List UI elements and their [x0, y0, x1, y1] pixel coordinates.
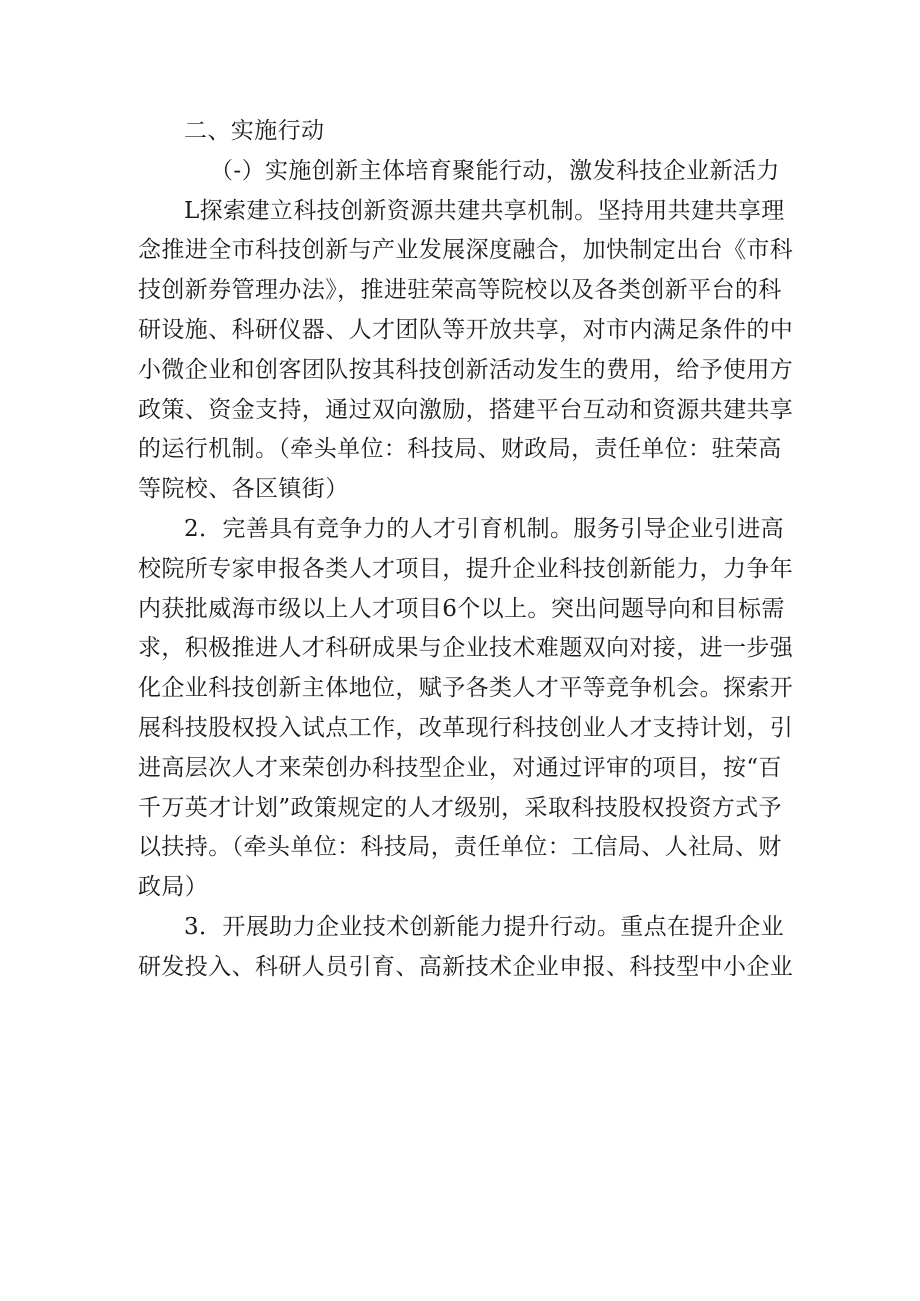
paragraph-line: 展科技股权投入试点工作，改革现行科技创业人才支持计划，引 [138, 714, 794, 741]
paragraph-line: 技创新券管理办法》，推进驻荣高等院校以及各类创新平台的科 [138, 277, 782, 304]
document-page [138, 112, 794, 988]
paragraph-line: L探索建立科技创新资源共建共享机制。坚持用共建共享理 [184, 197, 785, 224]
subsection-heading: （-）实施创新主体培育聚能行动，激发科技企业新活力 [210, 157, 780, 184]
paragraph-line: 的运行机制。（牵头单位：科技局、财政局，责任单位：驻荣高 [138, 436, 782, 463]
paragraph-line: 千万英才计划”政策规定的人才级别，采取科技股权投资方式予 [138, 794, 782, 821]
paragraph-line: 念推进全市科技创新与产业发展深度融合，加快制定出台《市科 [138, 237, 794, 264]
paragraph-line: 校院所专家申报各类人才项目，提升企业科技创新能力，力争年 [138, 555, 794, 582]
paragraph-line: 政策、资金支持，通过双向激励，搭建平台互动和资源共建共享 [138, 396, 794, 423]
paragraph-3 [138, 908, 794, 988]
paragraph-line: 等院校、各区镇街） [138, 476, 349, 503]
section-heading: 二、实施行动 [184, 118, 325, 144]
paragraph-line: 3．开展助力企业技术创新能力提升行动。重点在提升企业 [184, 913, 785, 940]
paragraph-1 [138, 192, 794, 510]
paragraph-line: 进高层次人才来荣创办科技型企业，对通过评审的项目，按“百 [138, 754, 782, 781]
paragraph-line: 以扶持。（牵头单位：科技局，责任单位：工信局、人社局、财 [138, 834, 782, 861]
paragraph-line: 研发投入、科研人员引育、高新技术企业申报、科技型中小企业 [138, 953, 794, 980]
paragraph-line: 化企业科技创新主体地位，赋予各类人才平等竞争机会。探索开 [138, 675, 794, 702]
paragraph-2 [138, 510, 794, 908]
paragraph-line: 2．完善具有竞争力的人才引育机制。服务引导企业引进高 [184, 515, 785, 542]
paragraph-line: 政局） [138, 874, 209, 901]
paragraph-line: 求，积极推进人才科研成果与企业技术难题双向对接，进一步强 [138, 635, 794, 662]
paragraph-line: 研设施、科研仪器、人才团队等开放共享，对市内满足条件的中 [138, 316, 794, 343]
paragraph-line: 内获批威海市级以上人才项目6个以上。突出问题导向和目标需 [138, 595, 785, 622]
paragraph-line: 小微企业和创客团队按其科技创新活动发生的费用，给予使用方 [138, 356, 794, 383]
